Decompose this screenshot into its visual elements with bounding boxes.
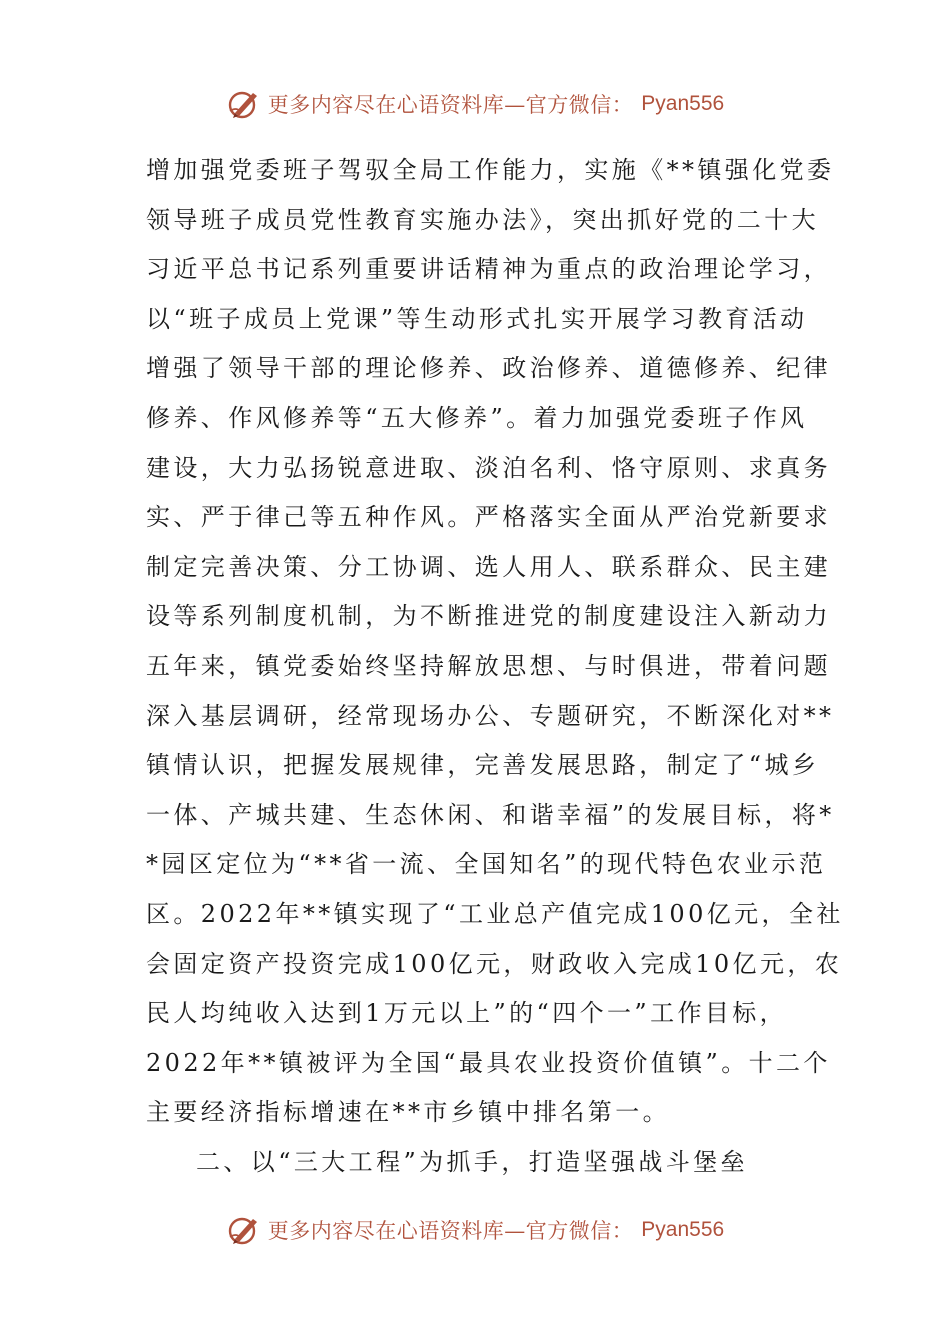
paragraph-line: 镇情认识，把握发展规律，完善发展思路，制定了“城乡 bbox=[146, 751, 820, 780]
footer-banner bbox=[0, 1210, 950, 1250]
paragraph-line: 修养、作风修养等“五大修养”。着力加强党委班子作风 bbox=[146, 403, 808, 432]
paragraph-line: 会固定资产投资完成100亿元，财政收入完成10亿元，农 bbox=[146, 949, 843, 978]
paragraph-line: 增强了领导干部的理论修养、政治修养、道德修养、纪律 bbox=[146, 354, 831, 383]
pen-circle-logo-icon bbox=[226, 87, 260, 121]
paragraph-line: 建设，大力弘扬锐意进取、淡泊名利、恪守原则、求真务 bbox=[146, 453, 831, 482]
paragraph-line: 增加强党委班子驾驭全局工作能力，实施《**镇强化党委 bbox=[146, 156, 835, 184]
footer-banner-handle: Pyan556 bbox=[641, 1218, 725, 1241]
header-banner-text: 更多内容尽在心语资料库—官方微信： bbox=[267, 93, 634, 117]
header-banner bbox=[0, 84, 950, 124]
document-body bbox=[146, 146, 844, 1187]
footer-banner-text: 更多内容尽在心语资料库—官方微信： bbox=[267, 1219, 634, 1243]
paragraph-line: 实、严于律己等五种作风。严格落实全面从严治党新要求 bbox=[146, 503, 831, 532]
paragraph-line: 一体、产城共建、生态休闲、和谐幸福”的发展目标，将* bbox=[146, 800, 835, 829]
pen-circle-logo-icon bbox=[226, 1213, 260, 1247]
paragraph-line: 以“班子成员上党课”等生动形式扎实开展学习教育活动 bbox=[146, 304, 808, 333]
paragraph-line: 五年来，镇党委始终坚持解放思想、与时俱进，带着问题 bbox=[146, 651, 831, 680]
paragraph-line: 设等系列制度机制，为不断推进党的制度建设注入新动力 bbox=[146, 602, 831, 631]
paragraph-line: 领导班子成员党性教育实施办法》，突出抓好党的二十大 bbox=[146, 205, 819, 234]
paragraph-line: 2022年**镇被评为全国“最具农业投资价值镇”。十二个 bbox=[146, 1048, 831, 1077]
paragraph-line: *园区定位为“**省一流、全国知名”的现代特色农业示范 bbox=[146, 850, 827, 879]
paragraph-line: 深入基层调研，经常现场办公、专题研究，不断深化对** bbox=[146, 701, 835, 730]
header-banner-handle: Pyan556 bbox=[641, 92, 725, 115]
paragraph-line: 区。2022年**镇实现了“工业总产值完成100亿元，全社 bbox=[146, 899, 844, 928]
paragraph-line: 制定完善决策、分工协调、选人用人、联系群众、民主建 bbox=[146, 552, 831, 581]
paragraph-line: 主要经济指标增速在**市乡镇中排名第一。 bbox=[146, 1098, 670, 1127]
paragraph-line: 民人均纯收入达到1万元以上”的“四个一”工作目标， bbox=[146, 999, 788, 1028]
paragraph-line: 习近平总书记系列重要讲话精神为重点的政治理论学习， bbox=[146, 255, 831, 284]
section-heading: 二、以“三大工程”为抓手，打造坚强战斗堡垒 bbox=[196, 1147, 748, 1176]
